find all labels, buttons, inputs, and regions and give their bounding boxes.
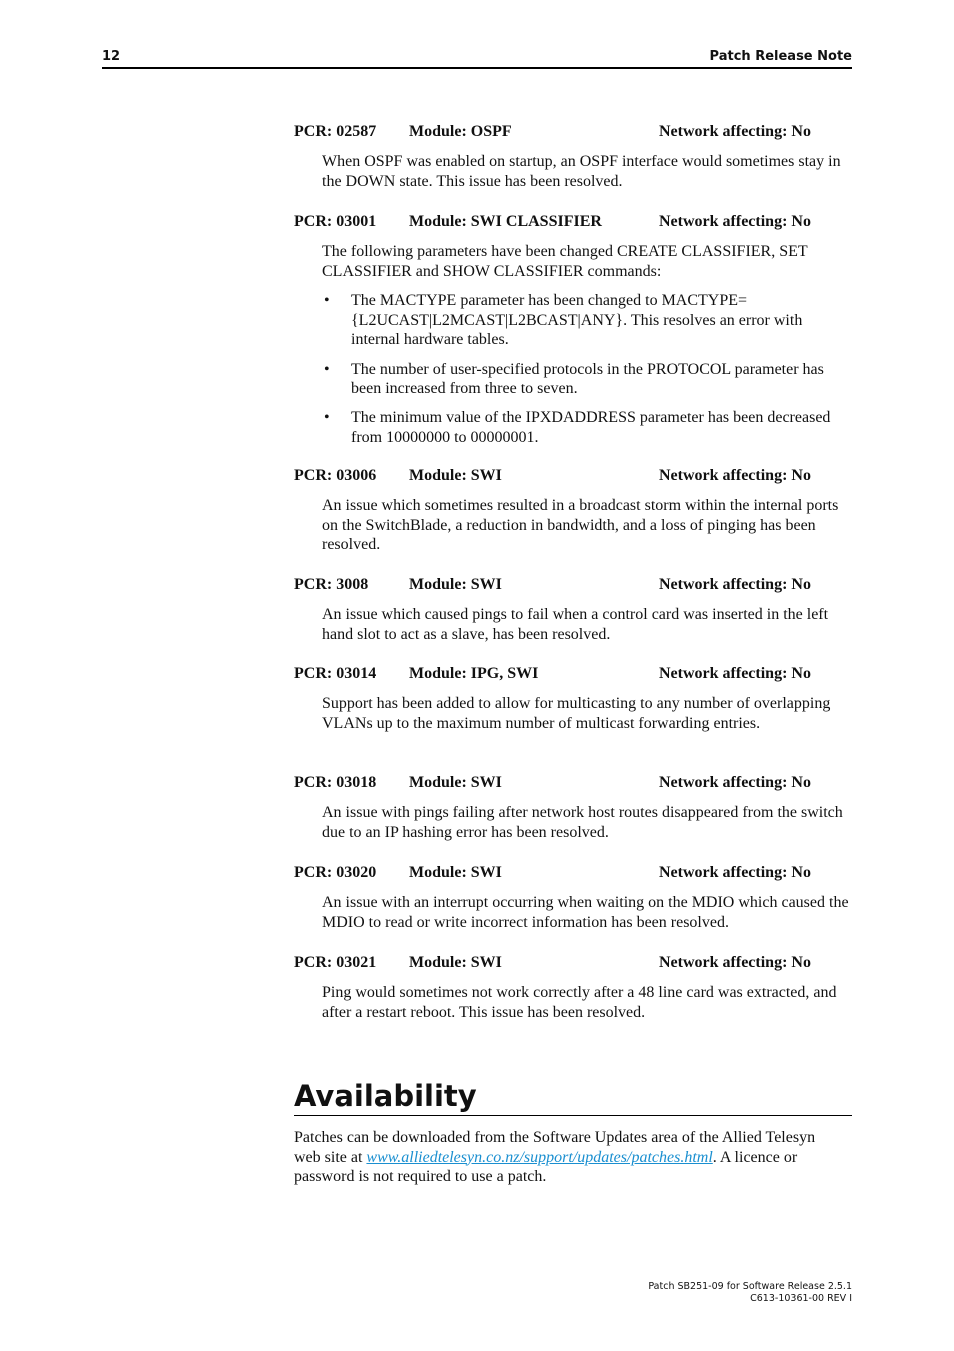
- pcr-module: Module: SWI: [409, 954, 502, 971]
- footer-patch-line: Patch SB251-09 for Software Release 2.5.1: [648, 1281, 852, 1292]
- pcr-network-affecting: Network affecting: No: [659, 123, 811, 140]
- pcr-entry: [294, 576, 854, 644]
- pcr-network-affecting: Network affecting: No: [659, 864, 811, 881]
- pcr-heading: [294, 123, 854, 145]
- pcr-entry: [294, 665, 854, 733]
- pcr-number: PCR: 03018: [294, 774, 377, 791]
- pcr-entry: [294, 864, 854, 932]
- pcr-entry: [294, 123, 854, 191]
- page-header: [102, 47, 852, 69]
- pcr-network-affecting: Network affecting: No: [659, 954, 811, 971]
- page-footer: [648, 1281, 852, 1304]
- list-item-text: The number of user-specified protocols in the PROTOCOL parameter has been increased from three to seven.: [351, 360, 824, 398]
- pcr-number: PCR: 03021: [294, 954, 377, 971]
- pcr-description: An issue which caused pings to fail when a control card was inserted in the left hand slot to act as a slave, has been resolved.: [322, 606, 829, 643]
- pcr-module: Module: SWI: [409, 774, 502, 791]
- pcr-network-affecting: Network affecting: No: [659, 213, 811, 230]
- pcr-heading: [294, 213, 854, 235]
- availability-text-end: . A licence or password is not required to use a patch.: [294, 1148, 798, 1186]
- bullet-icon: •: [324, 360, 330, 378]
- pcr-network-affecting: Network affecting: No: [659, 576, 811, 593]
- bullet-icon: •: [324, 292, 330, 310]
- availability-paragraph: [294, 1128, 834, 1187]
- footer-doc-number: C613-10361-00 REV I: [750, 1292, 852, 1304]
- availability-text: Patches can be downloaded from the Software Updates area of the Allied Telesyn web site at: [294, 1129, 816, 1166]
- pcr-number: PCR: 03014: [294, 665, 377, 682]
- list-item: [322, 291, 852, 350]
- list-item: [322, 408, 852, 447]
- page-number: 12: [102, 49, 121, 64]
- pcr-description: An issue with an interrupt occurring when waiting on the MDIO which caused the MDIO to read or write incorrect information has been resolved.: [322, 894, 849, 931]
- pcr-heading: [294, 774, 854, 796]
- pcr-entry: [294, 467, 854, 555]
- pcr-network-affecting: Network affecting: No: [659, 774, 811, 791]
- list-item-text: The minimum value of the IPXDADDRESS parameter has been decreased from 10000000 to 00000001.: [351, 409, 831, 446]
- list-item-text: The MACTYPE parameter has been changed to MACTYPE={L2UCAST|L2MCAST|L2BCAST|ANY}. This resolves an error with internal hardware tables.: [351, 292, 803, 349]
- pcr-module: Module: SWI CLASSIFIER: [409, 213, 602, 230]
- pcr-number: PCR: 02587: [294, 123, 377, 140]
- pcr-heading: [294, 467, 854, 489]
- pcr-number: PCR: 03020: [294, 864, 377, 881]
- pcr-module: Module: SWI: [409, 467, 502, 484]
- pcr-heading: [294, 954, 854, 976]
- patches-link[interactable]: www.alliedtelesyn.co.nz/support/updates/patches.html: [366, 1148, 713, 1166]
- pcr-heading: [294, 864, 854, 886]
- pcr-description: Support has been added to allow for multicasting to any number of overlapping VLANs up to the maximum number of multicast forwarding entries.: [322, 695, 831, 732]
- pcr-entry: [294, 213, 854, 457]
- bullet-icon: •: [324, 409, 330, 427]
- pcr-entry: [294, 954, 854, 1022]
- bullet-list: [322, 291, 852, 447]
- list-item: [322, 360, 852, 399]
- pcr-heading: [294, 665, 854, 687]
- pcr-entry: [294, 774, 854, 842]
- pcr-heading: [294, 576, 854, 598]
- pcr-network-affecting: Network affecting: No: [659, 467, 811, 484]
- running-title: Patch Release Note: [709, 49, 852, 64]
- pcr-number: PCR: 03006: [294, 467, 377, 484]
- pcr-description: The following parameters have been changed CREATE CLASSIFIER, SET CLASSIFIER and SHOW CLASSIFIER commands:: [322, 243, 808, 280]
- pcr-module: Module: SWI: [409, 576, 502, 593]
- pcr-description: When OSPF was enabled on startup, an OSPF interface would sometimes stay in the DOWN state. This issue has been resolved.: [322, 153, 841, 190]
- pcr-number: PCR: 3008: [294, 576, 369, 593]
- section-heading: Availability: [294, 1077, 852, 1116]
- pcr-description: An issue with pings failing after network host routes disappeared from the switch due to an IP hashing error has been resolved.: [322, 804, 843, 841]
- pcr-description: An issue which sometimes resulted in a broadcast storm within the internal ports on the SwitchBlade, a reduction in bandwidth, and a loss of pinging has been resolved.: [322, 497, 839, 554]
- pcr-module: Module: IPG, SWI: [409, 665, 539, 682]
- pcr-description: Ping would sometimes not work correctly after a 48 line card was extracted, and after a restart reboot. This issue has been resolved.: [322, 984, 837, 1021]
- pcr-network-affecting: Network affecting: No: [659, 665, 811, 682]
- pcr-number: PCR: 03001: [294, 213, 377, 230]
- pcr-module: Module: SWI: [409, 864, 502, 881]
- pcr-module: Module: OSPF: [409, 123, 512, 140]
